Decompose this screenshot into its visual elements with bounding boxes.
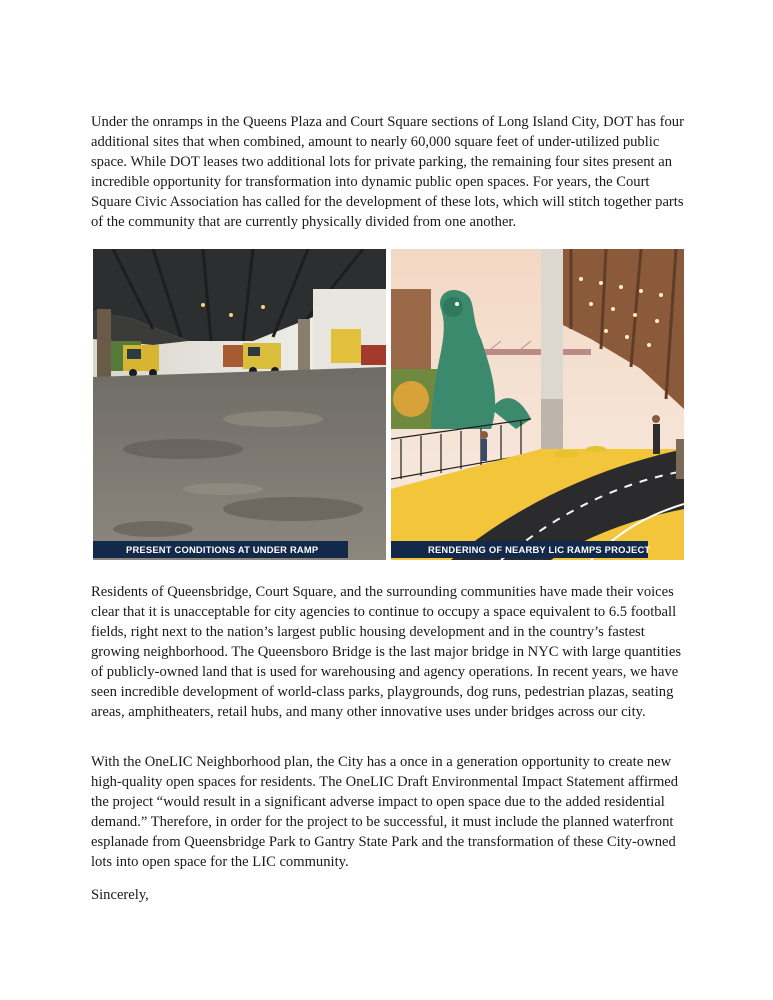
photo-rendering <box>391 249 684 560</box>
closing-salutation: Sincerely, <box>91 887 149 903</box>
caption-rendering: RENDERING OF NEARBY LIC RAMPS PROJECT <box>391 541 648 558</box>
under-ramp-photo <box>93 249 386 560</box>
paragraph-residents: Residents of Queensbridge, Court Square, and the surrounding communities have made their voices clear that it is unacceptable for city agencies to continue to occupy a space equivalent to 6.5 football fields, right next to the nation’s largest public housing development and in the country’s fastest growing neighborhood. The Queensboro Bridge is the last major bridge in NYC with large quantities of publicly-owned land that is used for warehousing and agency operations. In recent years, we have seen incredible development of world-class parks, playgrounds, dog runs, pedestrian plazas, seating areas, amphitheaters, retail hubs, and many other innovative uses under bridges across our city. <box>91 584 681 720</box>
paragraph-intro: Under the onramps in the Queens Plaza and Court Square sections of Long Island City, DOT has four additional sites that when combined, amount to nearly 60,000 square feet of under-utilized public space. While DOT leases two additional lots for private parking, the remaining four sites present an incredible opportunity for transformation into dynamic public open spaces. For years, the Court Square Civic Association has called for the development of these lots, which will stitch together parts of the community that are currently physically divided from one another. <box>91 114 684 230</box>
lic-ramps-rendering <box>391 249 684 560</box>
paragraph-onelic: With the OneLIC Neighborhood plan, the City has a once in a generation opportunity to create new high-quality open spaces for residents. The OneLIC Draft Environmental Impact Statement affirmed the project “would result in a significant adverse impact to open space due to the added residential demand.” Therefore, in order for the project to be successful, it must include the planned waterfront esplanade from Queensbridge Park to Gantry State Park and the transformation of these City-owned lots into open space for the LIC community. <box>91 754 679 870</box>
caption-present-conditions: PRESENT CONDITIONS AT UNDER RAMP <box>93 541 348 558</box>
photo-present-conditions <box>93 249 386 560</box>
